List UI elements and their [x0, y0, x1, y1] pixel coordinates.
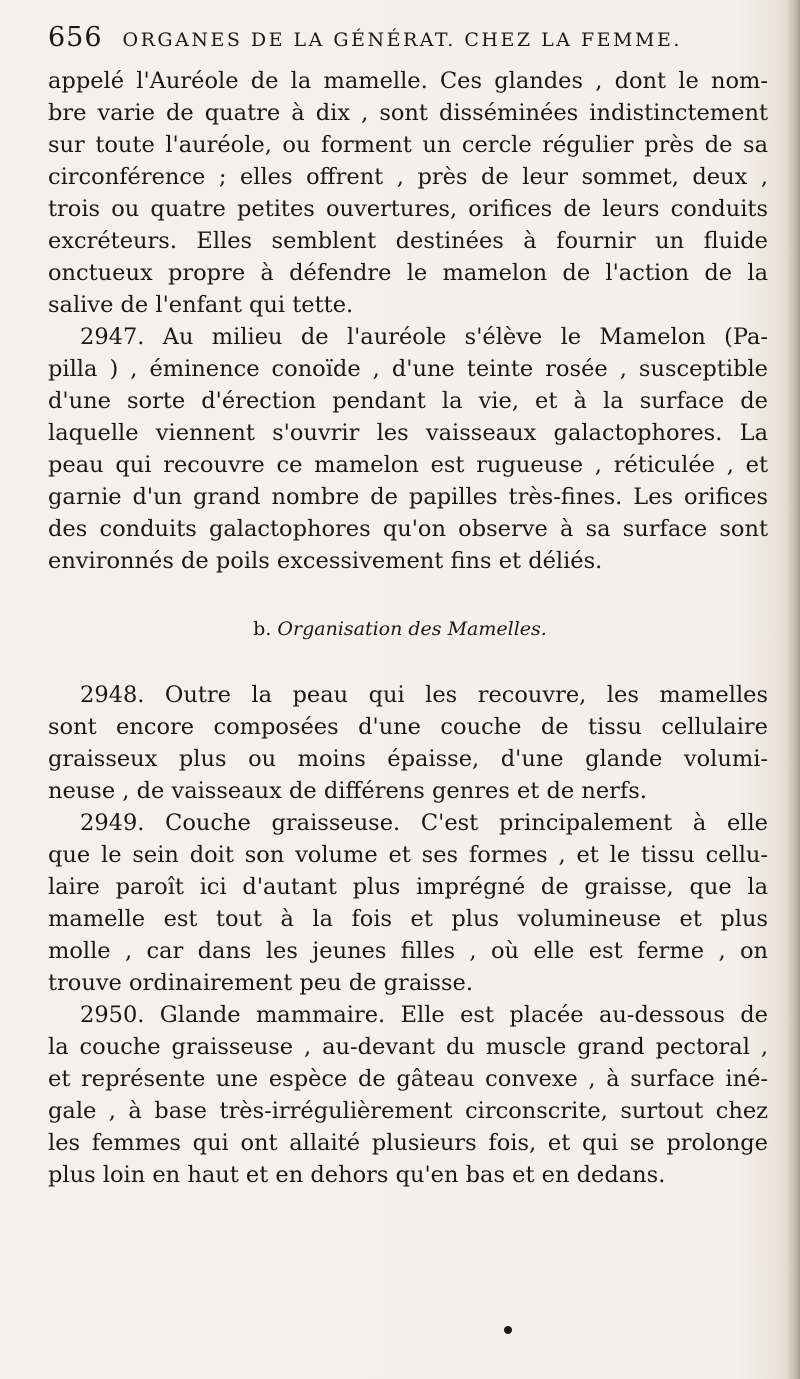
paragraph-2947-start: 2947. Au milieu de l'auréole s'élève le Mamelon (Pa-: [80, 324, 768, 350]
paragraph-2949-start: 2949. Couche graisseuse. C'est principalement à elle: [80, 810, 768, 836]
text-line: des conduits galactophores qu'on observe à sa surface sont: [48, 516, 768, 542]
text-line: peau qui recouvre ce mamelon est rugueuse , réticulée , et: [48, 452, 768, 478]
text-line: salive de l'enfant qui tette.: [48, 292, 354, 318]
text-line: appelé l'Auréole de la mamelle. Ces glandes , dont le nom-: [48, 68, 768, 94]
paragraph-2948-start: 2948. Outre la peau qui les recouvre, les mamelles: [80, 682, 768, 708]
text-line: graisseux plus ou moins épaisse, d'une glande volumi-: [48, 746, 768, 772]
text-line: plus loin en haut et en dehors qu'en bas et en dedans.: [48, 1162, 666, 1188]
text-line: environnés de poils excessivement fins et déliés.: [48, 548, 603, 574]
text-line: neuse , de vaisseaux de différens genres et de nerfs.: [48, 778, 647, 804]
subheading-title: Organisation des Mamelles.: [277, 618, 547, 640]
text-line: circonférence ; elles offrent , près de leur sommet, deux ,: [48, 164, 768, 190]
text-line: sont encore composées d'une couche de tissu cellulaire: [48, 714, 768, 740]
subheading-letter: b.: [253, 618, 272, 640]
text-line: laquelle viennent s'ouvrir les vaisseaux galactophores. La: [48, 420, 768, 446]
text-line: les femmes qui ont allaité plusieurs fois, et qui se prolonge: [48, 1130, 768, 1156]
text-line: pilla ) , éminence conoïde , d'une teinte rosée , susceptible: [48, 356, 768, 382]
page-number: 656: [48, 22, 103, 53]
text-line: onctueux propre à défendre le mamelon de l'action de la: [48, 260, 768, 286]
running-title: ORGANES DE LA GÉNÉRAT. CHEZ LA FEMME.: [122, 29, 682, 51]
text-line: bre varie de quatre à dix , sont disséminées indistinctement: [48, 100, 768, 126]
text-line: que le sein doit son volume et ses formes , et le tissu cellu-: [48, 842, 768, 868]
text-line: trois ou quatre petites ouvertures, orifices de leurs conduits: [48, 196, 768, 222]
paragraph-2950-start: 2950. Glande mammaire. Elle est placée au-dessous de: [80, 1002, 768, 1028]
text-line: la couche graisseuse , au-devant du muscle grand pectoral ,: [48, 1034, 768, 1060]
text-line: laire paroît ici d'autant plus imprégné de graisse, que la: [48, 874, 768, 900]
text-line: excréteurs. Elles semblent destinées à fournir un fluide: [48, 228, 768, 254]
running-header: [48, 22, 768, 62]
section-subheading: [0, 614, 800, 644]
text-line: mamelle est tout à la fois et plus volumineuse et plus: [48, 906, 768, 932]
page-edge-shadow: [786, 0, 800, 1379]
text-line: sur toute l'auréole, ou forment un cercle régulier près de sa: [48, 132, 768, 158]
text-line: trouve ordinairement peu de graisse.: [48, 970, 473, 996]
text-line: molle , car dans les jeunes filles , où elle est ferme , on: [48, 938, 768, 964]
text-line: d'une sorte d'érection pendant la vie, et à la surface de: [48, 388, 768, 414]
ink-spot: [504, 1326, 512, 1334]
text-line: garnie d'un grand nombre de papilles très-fines. Les orifices: [48, 484, 768, 510]
text-line: gale , à base très-irrégulièrement circonscrite, surtout chez: [48, 1098, 768, 1124]
text-line: et représente une espèce de gâteau convexe , à surface iné-: [48, 1066, 768, 1092]
